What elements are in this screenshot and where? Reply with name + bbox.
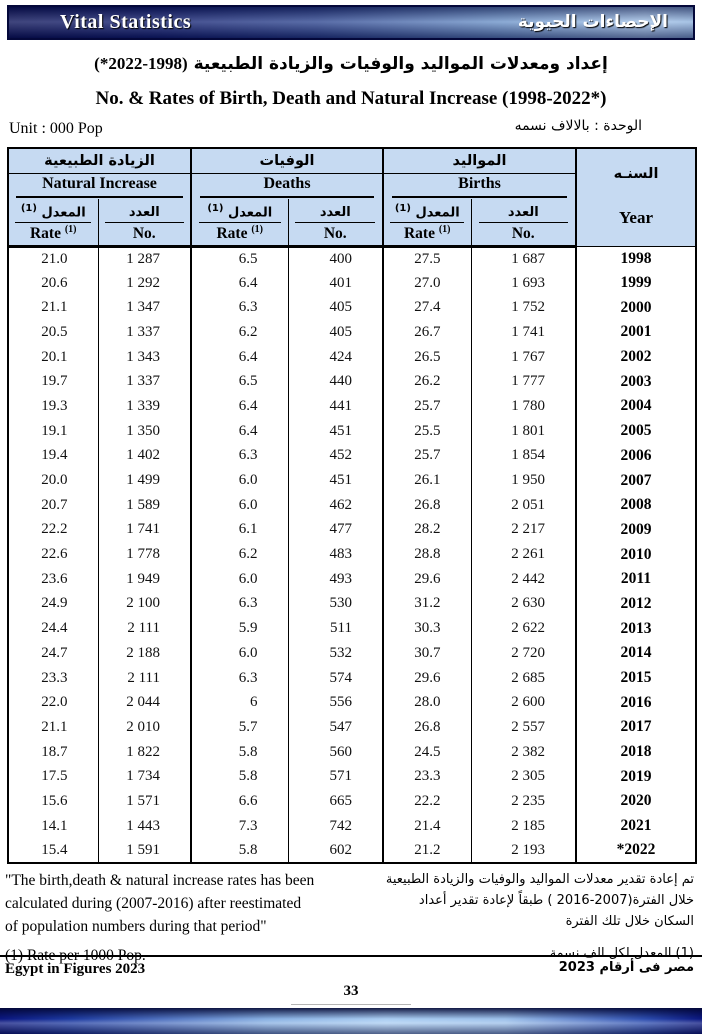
subheader-no-en: No. — [288, 223, 383, 246]
subheader-no-ar: العدد — [98, 199, 191, 223]
births-no-cell: 2 217 — [471, 518, 576, 543]
deaths-rate-cell: 6.5 — [191, 369, 288, 394]
ni-rate-cell: 21.1 — [8, 715, 98, 740]
deaths-rate-cell: 6.3 — [191, 666, 288, 691]
deaths-no-cell: 556 — [288, 690, 383, 715]
births-no-cell: 2 442 — [471, 567, 576, 592]
deaths-no-cell: 483 — [288, 542, 383, 567]
ni-rate-cell: 23.3 — [8, 666, 98, 691]
group-header-natural-increase-en: Natural Increase — [8, 173, 191, 199]
banner-bar — [7, 5, 695, 40]
year-cell: 2015 — [576, 666, 696, 691]
year-column-header — [576, 148, 696, 246]
ni-no-cell: 1 499 — [98, 468, 191, 493]
ni-no-cell: 1 589 — [98, 493, 191, 518]
vital-statistics-table — [7, 147, 697, 864]
footnote-ar: (1) المعدل لكل الف نسمة — [549, 946, 694, 961]
deaths-rate-cell: 6.3 — [191, 592, 288, 617]
year-header-ar: السنـه — [613, 166, 659, 183]
deaths-rate-cell: 5.8 — [191, 764, 288, 789]
births-rate-cell: 30.3 — [383, 616, 471, 641]
ni-rate-cell: 14.1 — [8, 814, 98, 839]
births-rate-cell: 26.5 — [383, 345, 471, 370]
year-header-en: Year — [619, 208, 653, 228]
year-cell: 2020 — [576, 789, 696, 814]
table-row — [8, 271, 696, 296]
deaths-no-cell: 742 — [288, 814, 383, 839]
subheader-no-ar: العدد — [471, 199, 576, 223]
births-no-cell: 2 557 — [471, 715, 576, 740]
deaths-rate-cell: 6.6 — [191, 789, 288, 814]
births-rate-cell: 22.2 — [383, 789, 471, 814]
note-en — [5, 869, 380, 967]
ni-no-cell: 1 822 — [98, 740, 191, 765]
deaths-no-cell: 574 — [288, 666, 383, 691]
births-no-cell: 2 720 — [471, 641, 576, 666]
table-row — [8, 567, 696, 592]
year-cell: 2010 — [576, 542, 696, 567]
note-ar-line: تم إعادة تقدير معدلات المواليد والوفيات والزيادة الطبيعية — [385, 872, 694, 887]
births-rate-cell: 26.8 — [383, 715, 471, 740]
ni-no-cell: 1 287 — [98, 246, 191, 271]
births-rate-cell: 21.4 — [383, 814, 471, 839]
deaths-rate-cell: 6.4 — [191, 345, 288, 370]
table-row — [8, 592, 696, 617]
ni-no-cell: 1 734 — [98, 764, 191, 789]
ni-no-cell: 2 111 — [98, 666, 191, 691]
note-en-line: of population numbers during that period" — [5, 918, 267, 935]
births-rate-cell: 24.5 — [383, 740, 471, 765]
deaths-no-cell: 571 — [288, 764, 383, 789]
ni-rate-cell: 19.7 — [8, 369, 98, 394]
births-no-cell: 2 305 — [471, 764, 576, 789]
ni-rate-cell: 24.4 — [8, 616, 98, 641]
year-cell: 2018 — [576, 740, 696, 765]
ni-no-cell: 2 100 — [98, 592, 191, 617]
births-no-cell: 1 801 — [471, 419, 576, 444]
ni-no-cell: 1 443 — [98, 814, 191, 839]
ni-no-cell: 2 010 — [98, 715, 191, 740]
deaths-no-cell: 493 — [288, 567, 383, 592]
deaths-no-cell: 560 — [288, 740, 383, 765]
deaths-no-cell: 424 — [288, 345, 383, 370]
subheader-no-ar: العدد — [288, 199, 383, 223]
births-no-cell: 1 780 — [471, 394, 576, 419]
births-no-cell: 2 051 — [471, 493, 576, 518]
note-en-line: calculated during (2007-2016) after reestimated — [5, 895, 302, 912]
deaths-no-cell: 665 — [288, 789, 383, 814]
deaths-rate-cell: 6.4 — [191, 419, 288, 444]
ni-no-cell: 2 188 — [98, 641, 191, 666]
ni-no-cell: 1 347 — [98, 295, 191, 320]
ni-rate-cell: 22.2 — [8, 518, 98, 543]
group-header-deaths-en: Deaths — [191, 173, 383, 199]
table-row — [8, 616, 696, 641]
table-row — [8, 839, 696, 864]
table-row — [8, 740, 696, 765]
table-row — [8, 246, 696, 271]
deaths-no-cell: 547 — [288, 715, 383, 740]
page-title-en: No. & Rates of Birth, Death and Natural Increase (1998-2022*) — [95, 88, 607, 109]
ni-no-cell: 1 778 — [98, 542, 191, 567]
deaths-rate-cell: 6.3 — [191, 295, 288, 320]
year-cell: 2004 — [576, 394, 696, 419]
ni-no-cell: 1 337 — [98, 320, 191, 345]
births-no-cell: 2 685 — [471, 666, 576, 691]
year-cell: 2016 — [576, 690, 696, 715]
births-rate-cell: 26.8 — [383, 493, 471, 518]
year-cell: *2022 — [576, 839, 696, 864]
table-row — [8, 394, 696, 419]
year-cell: 1999 — [576, 271, 696, 296]
year-cell: 2000 — [576, 295, 696, 320]
births-rate-cell: 28.2 — [383, 518, 471, 543]
births-rate-cell: 25.5 — [383, 419, 471, 444]
births-rate-cell: 28.8 — [383, 542, 471, 567]
ni-no-cell: 1 949 — [98, 567, 191, 592]
births-no-cell: 2 622 — [471, 616, 576, 641]
page-title-ar — [0, 54, 702, 74]
deaths-no-cell: 477 — [288, 518, 383, 543]
year-cell: 2001 — [576, 320, 696, 345]
deaths-rate-cell: 5.9 — [191, 616, 288, 641]
ni-no-cell: 1 591 — [98, 839, 191, 864]
table-row — [8, 493, 696, 518]
deaths-rate-cell: 6.0 — [191, 641, 288, 666]
table-row — [8, 419, 696, 444]
year-cell: 2011 — [576, 567, 696, 592]
ni-rate-cell: 19.1 — [8, 419, 98, 444]
births-rate-cell: 28.0 — [383, 690, 471, 715]
deaths-no-cell: 602 — [288, 839, 383, 864]
ni-rate-cell: 17.5 — [8, 764, 98, 789]
births-no-cell: 1 777 — [471, 369, 576, 394]
table-row — [8, 444, 696, 469]
table-row — [8, 542, 696, 567]
deaths-no-cell: 452 — [288, 444, 383, 469]
table-row — [8, 715, 696, 740]
births-no-cell: 1 752 — [471, 295, 576, 320]
births-no-cell: 2 630 — [471, 592, 576, 617]
births-rate-cell: 25.7 — [383, 394, 471, 419]
year-cell: 2003 — [576, 369, 696, 394]
deaths-rate-cell: 6.2 — [191, 542, 288, 567]
births-rate-cell: 27.5 — [383, 246, 471, 271]
births-no-cell: 1 854 — [471, 444, 576, 469]
ni-no-cell: 1 337 — [98, 369, 191, 394]
ni-rate-cell: 21.1 — [8, 295, 98, 320]
births-rate-cell: 29.6 — [383, 666, 471, 691]
ni-rate-cell: 20.7 — [8, 493, 98, 518]
births-rate-cell: 29.6 — [383, 567, 471, 592]
table-row — [8, 345, 696, 370]
year-cell: 2013 — [576, 616, 696, 641]
deaths-no-cell: 451 — [288, 419, 383, 444]
deaths-no-cell: 401 — [288, 271, 383, 296]
page-title-ar-text: إعداد ومعدلات المواليد والوفيات والزيادة الطبيعية — [193, 54, 608, 74]
year-cell: 2014 — [576, 641, 696, 666]
table-row — [8, 320, 696, 345]
ni-rate-cell: 24.7 — [8, 641, 98, 666]
deaths-no-cell: 400 — [288, 246, 383, 271]
deaths-rate-cell: 6.4 — [191, 271, 288, 296]
footer-divider — [0, 955, 702, 957]
deaths-no-cell: 405 — [288, 295, 383, 320]
page-number: 33 — [343, 983, 359, 999]
subheader-no-en: No. — [98, 223, 191, 246]
table-body — [8, 246, 696, 863]
footnote-en: (1) Rate per 1000 Pop. — [5, 947, 146, 964]
ni-no-cell: 1 350 — [98, 419, 191, 444]
bottom-bar — [0, 1008, 702, 1034]
table-row — [8, 814, 696, 839]
deaths-rate-cell: 6.4 — [191, 394, 288, 419]
subheader-no-en: No. — [471, 223, 576, 246]
ni-no-cell: 1 292 — [98, 271, 191, 296]
births-rate-cell: 23.3 — [383, 764, 471, 789]
note-ar-line: خلال الفترة(2007-2016 ) طبقاً لإعادة تقدير أعداد — [418, 893, 694, 908]
subheader-rate-en: Rate $^{(1)}$ — [383, 223, 471, 246]
year-cell: 2009 — [576, 518, 696, 543]
ni-rate-cell: 18.7 — [8, 740, 98, 765]
year-cell: 2005 — [576, 419, 696, 444]
births-no-cell: 1 693 — [471, 271, 576, 296]
births-rate-cell: 27.0 — [383, 271, 471, 296]
births-no-cell: 1 767 — [471, 345, 576, 370]
year-cell: 2007 — [576, 468, 696, 493]
births-no-cell: 2 600 — [471, 690, 576, 715]
subheader-rate-ar: المعدل $^{(1)}$ — [8, 199, 98, 223]
footer-publication-en: Egypt in Figures 2023 — [5, 961, 146, 977]
deaths-rate-cell: 6 — [191, 690, 288, 715]
births-rate-cell: 26.1 — [383, 468, 471, 493]
banner-title-en: Vital Statistics — [60, 11, 192, 33]
ni-rate-cell: 23.6 — [8, 567, 98, 592]
deaths-no-cell: 441 — [288, 394, 383, 419]
deaths-no-cell: 530 — [288, 592, 383, 617]
banner-title-ar: الإحصاءات الحيوية — [517, 12, 668, 32]
deaths-no-cell: 511 — [288, 616, 383, 641]
ni-rate-cell: 20.6 — [8, 271, 98, 296]
ni-rate-cell: 22.6 — [8, 542, 98, 567]
ni-rate-cell: 21.0 — [8, 246, 98, 271]
deaths-rate-cell: 6.2 — [191, 320, 288, 345]
deaths-rate-cell: 6.3 — [191, 444, 288, 469]
births-rate-cell: 26.2 — [383, 369, 471, 394]
deaths-rate-cell: 6.0 — [191, 468, 288, 493]
note-ar-line: السكان خلال تلك الفترة — [565, 914, 694, 929]
deaths-rate-cell: 5.7 — [191, 715, 288, 740]
births-no-cell: 2 235 — [471, 789, 576, 814]
births-no-cell: 1 687 — [471, 246, 576, 271]
table-header — [8, 148, 696, 246]
ni-rate-cell: 24.9 — [8, 592, 98, 617]
deaths-no-cell: 532 — [288, 641, 383, 666]
unit-label-ar: الوحدة : بالالاف نسمه — [514, 118, 642, 134]
deaths-no-cell: 405 — [288, 320, 383, 345]
deaths-no-cell: 451 — [288, 468, 383, 493]
deaths-no-cell: 440 — [288, 369, 383, 394]
page-title-ar-range: (*2022-1998) — [94, 54, 188, 73]
births-no-cell: 1 950 — [471, 468, 576, 493]
subheader-rate-en: Rate $^{(1)}$ — [191, 223, 288, 246]
deaths-rate-cell: 6.0 — [191, 493, 288, 518]
ni-rate-cell: 20.1 — [8, 345, 98, 370]
births-no-cell: 2 382 — [471, 740, 576, 765]
ni-rate-cell: 15.6 — [8, 789, 98, 814]
group-header-births-ar: المواليد — [383, 148, 576, 173]
births-no-cell: 2 193 — [471, 839, 576, 864]
table-row — [8, 690, 696, 715]
ni-no-cell: 2 044 — [98, 690, 191, 715]
ni-rate-cell: 22.0 — [8, 690, 98, 715]
births-rate-cell: 25.7 — [383, 444, 471, 469]
ni-no-cell: 1 741 — [98, 518, 191, 543]
deaths-rate-cell: 5.8 — [191, 839, 288, 864]
ni-no-cell: 1 402 — [98, 444, 191, 469]
ni-rate-cell: 19.4 — [8, 444, 98, 469]
deaths-rate-cell: 6.0 — [191, 567, 288, 592]
year-cell: 2012 — [576, 592, 696, 617]
births-rate-cell: 21.2 — [383, 839, 471, 864]
subheader-rate-ar: المعدل $^{(1)}$ — [383, 199, 471, 223]
subheader-rate-ar: المعدل $^{(1)}$ — [191, 199, 288, 223]
ni-no-cell: 1 343 — [98, 345, 191, 370]
births-rate-cell: 30.7 — [383, 641, 471, 666]
births-rate-cell: 26.7 — [383, 320, 471, 345]
births-rate-cell: 31.2 — [383, 592, 471, 617]
deaths-rate-cell: 7.3 — [191, 814, 288, 839]
footer-publication-ar: مصر فى أرقام 2023 — [558, 960, 694, 975]
table-row — [8, 641, 696, 666]
group-header-natural-increase-ar: الزيادة الطبيعية — [8, 148, 191, 173]
note-en-line: "The birth,death & natural increase rates has been — [5, 872, 315, 889]
ni-no-cell: 1 571 — [98, 789, 191, 814]
note-ar — [364, 869, 694, 964]
year-cell: 2002 — [576, 345, 696, 370]
year-cell: 2008 — [576, 493, 696, 518]
unit-label-en: Unit : 000 Pop — [9, 120, 103, 137]
group-header-births-en: Births — [383, 173, 576, 199]
births-rate-cell: 27.4 — [383, 295, 471, 320]
ni-rate-cell: 20.0 — [8, 468, 98, 493]
year-cell: 1998 — [576, 246, 696, 271]
page-number-underline — [291, 1004, 411, 1005]
year-cell: 2006 — [576, 444, 696, 469]
subheader-rate-en: Rate $^{(1)}$ — [8, 223, 98, 246]
ni-rate-cell: 19.3 — [8, 394, 98, 419]
table-row — [8, 369, 696, 394]
table-row — [8, 518, 696, 543]
table-row — [8, 764, 696, 789]
table-row — [8, 789, 696, 814]
deaths-no-cell: 462 — [288, 493, 383, 518]
deaths-rate-cell: 5.8 — [191, 740, 288, 765]
year-cell: 2019 — [576, 764, 696, 789]
births-no-cell: 2 185 — [471, 814, 576, 839]
ni-rate-cell: 20.5 — [8, 320, 98, 345]
table-row — [8, 295, 696, 320]
births-no-cell: 1 741 — [471, 320, 576, 345]
table-row — [8, 468, 696, 493]
table-row — [8, 666, 696, 691]
deaths-rate-cell: 6.5 — [191, 246, 288, 271]
year-cell: 2021 — [576, 814, 696, 839]
year-cell: 2017 — [576, 715, 696, 740]
ni-no-cell: 2 111 — [98, 616, 191, 641]
births-no-cell: 2 261 — [471, 542, 576, 567]
ni-rate-cell: 15.4 — [8, 839, 98, 864]
group-header-deaths-ar: الوفيات — [191, 148, 383, 173]
deaths-rate-cell: 6.1 — [191, 518, 288, 543]
ni-no-cell: 1 339 — [98, 394, 191, 419]
